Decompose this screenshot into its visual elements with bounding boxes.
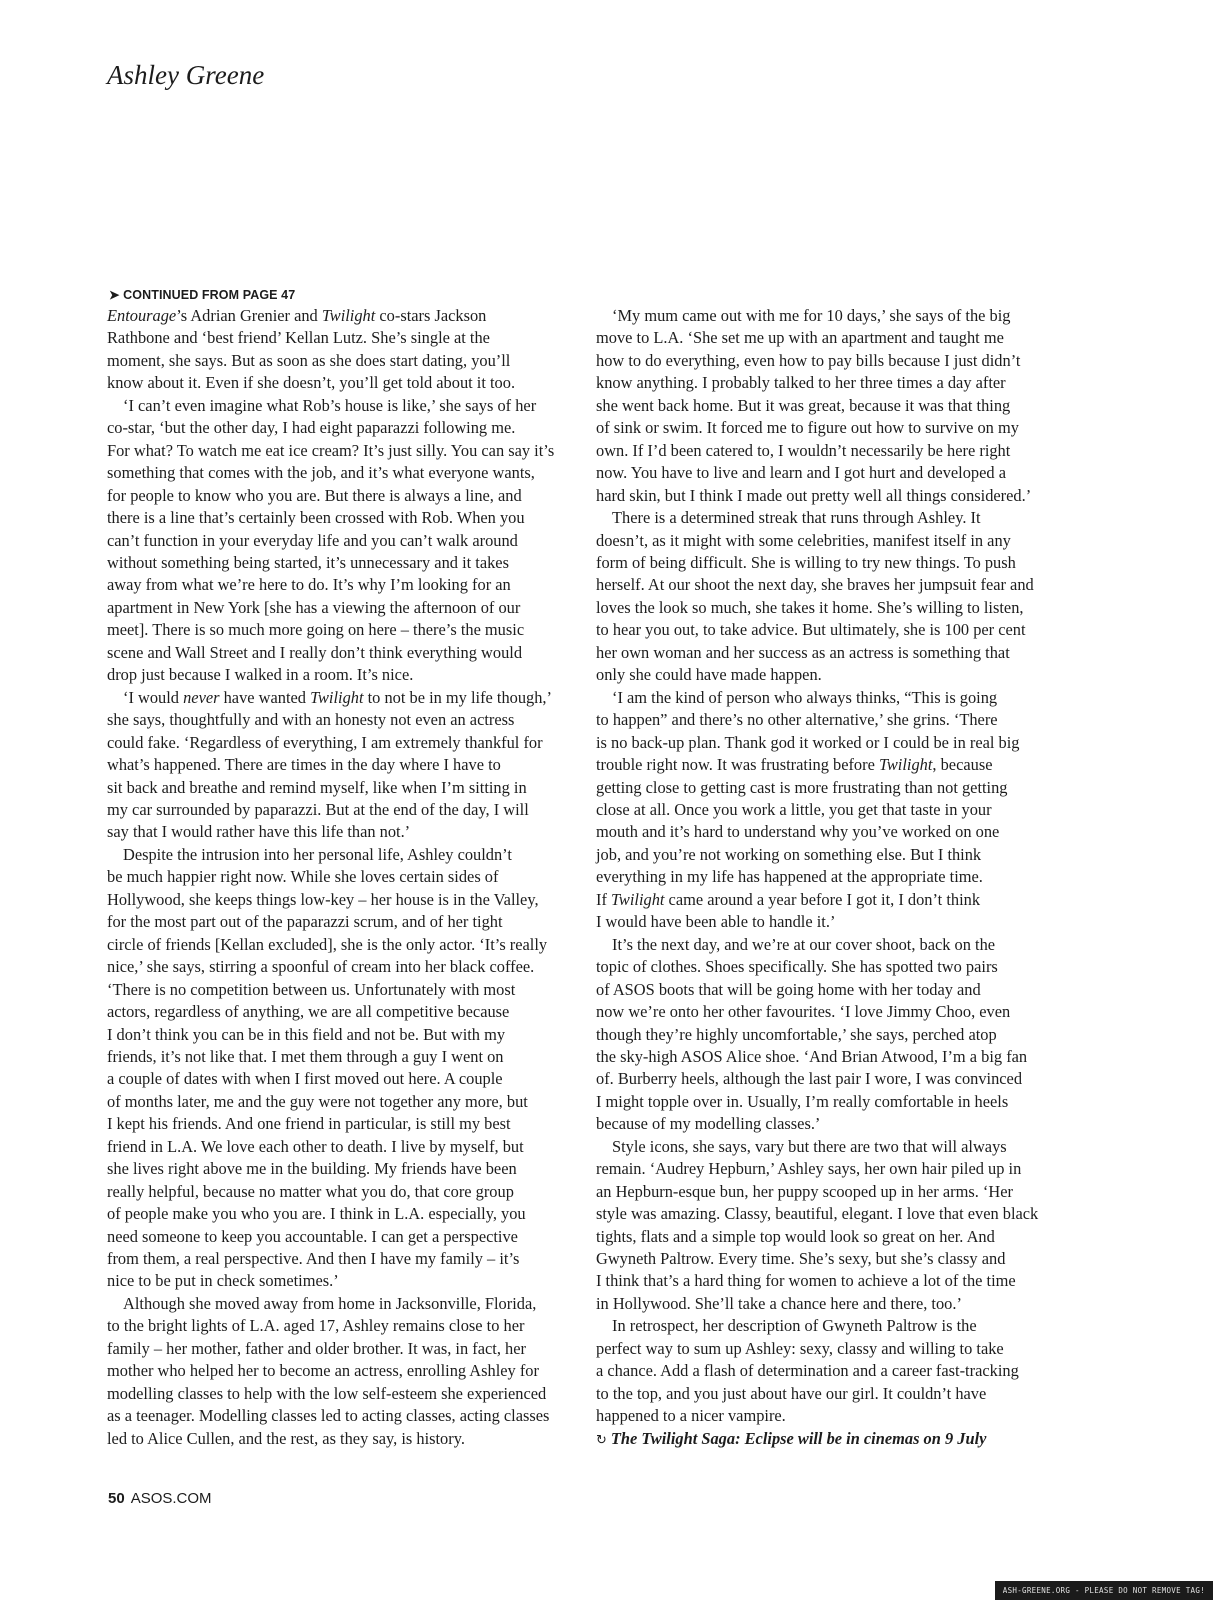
- article-line: apartment in New York [she has a viewing the afternoon of our: [107, 597, 521, 617]
- watermark-tag: ASH-GREENE.ORG - PLEASE DO NOT REMOVE TAG!: [995, 1581, 1213, 1600]
- article-line: a couple of dates with when I first moved out here. A couple: [107, 1069, 503, 1089]
- article-line: Entourage’s Adrian Grenier and Twilight co-stars Jackson: [107, 306, 487, 325]
- article-line: know about it. Even if she doesn’t, you’ll get told about it too.: [107, 373, 516, 393]
- article-line: I think that’s a hard thing for women to achieve a lot of the time: [596, 1271, 1016, 1291]
- article-line: doesn’t, as it might with some celebrities, manifest itself in any: [596, 530, 1011, 550]
- article-line: she says, thoughtfully and with an honesty not even an actress: [107, 710, 515, 730]
- article-line: for people to know who you are. But there is always a line, and: [107, 485, 522, 505]
- article-line: an Hepburn-esque bun, her puppy scooped up in her arms. ‘Her: [596, 1181, 1013, 1201]
- article-line: In retrospect, her description of Gwyneth Paltrow is the: [612, 1316, 977, 1336]
- article-line: be much happier right now. While she loves certain sides of: [107, 867, 499, 887]
- article-line: know anything. I probably talked to her three times a day after: [596, 373, 1006, 393]
- article-line: to the bright lights of L.A. aged 17, Ashley remains close to her: [107, 1316, 525, 1336]
- article-line: job, and you’re not working on something else. But I think: [596, 844, 982, 864]
- article-line: family – her mother, father and older brother. It was, in fact, her: [107, 1338, 526, 1358]
- article-line: only she could have made happen.: [596, 665, 822, 685]
- article-paragraph: [596, 1136, 1068, 1316]
- release-credit: [596, 1428, 1068, 1452]
- article-line: Gwyneth Paltrow. Every time. She’s sexy, but she’s classy and: [596, 1249, 1006, 1269]
- article-line: ‘I am the kind of person who always thinks, “This is going: [612, 687, 998, 707]
- article-line: she lives right above me in the building. My friends have been: [107, 1159, 517, 1179]
- article-line: style was amazing. Classy, beautiful, elegant. I love that even black: [596, 1204, 1039, 1224]
- article-line: now. You have to live and learn and I got hurt and developed a: [596, 463, 1006, 483]
- article-paragraph: [107, 395, 577, 687]
- article-line: everything in my life has happened at the appropriate time.: [596, 867, 983, 887]
- article-line: my car surrounded by paparazzi. But at the end of the day, I will: [107, 799, 529, 819]
- article-line: as a teenager. Modelling classes led to acting classes, acting classes: [107, 1406, 550, 1426]
- article-line: Style icons, she says, vary but there are two that will always: [612, 1136, 1007, 1156]
- refresh-arrow-icon: ↻: [596, 1432, 607, 1448]
- article-line: nice to be put in check sometimes.’: [107, 1271, 339, 1291]
- article-line: mother who helped her to become an actress, enrolling Ashley for: [107, 1361, 539, 1381]
- article-line: led to Alice Cullen, and the rest, as they say, is history.: [107, 1428, 465, 1448]
- article-paragraph: [107, 305, 577, 395]
- article-line: move to L.A. ‘She set me up with an apartment and taught me: [596, 328, 1004, 348]
- article-line: to hear you out, to take advice. But ultimately, she is 100 per cent: [596, 620, 1026, 640]
- article-line: ‘There is no competition between us. Unfortunately with most: [107, 979, 516, 999]
- article-line: need someone to keep you accountable. I can get a perspective: [107, 1226, 518, 1246]
- footer-site: ASOS.COM: [130, 1490, 212, 1507]
- article-line: because of my modelling classes.’: [596, 1114, 821, 1134]
- article-paragraph: [596, 934, 1068, 1136]
- article-line: her own woman and her success as an actress is something that: [596, 642, 1010, 662]
- article-line: to happen” and there’s no other alternative,’ she grins. ‘There: [596, 710, 998, 730]
- article-line: there is a line that’s certainly been crossed with Rob. When you: [107, 508, 525, 528]
- article-line: a chance. Add a flash of determination and a career fast-tracking: [596, 1361, 1019, 1381]
- article-line: how to do everything, even how to pay bills because I just didn’t: [596, 350, 1021, 370]
- article-line: happened to a nicer vampire.: [596, 1406, 786, 1426]
- article-line: circle of friends [Kellan excluded], she is the only actor. ‘It’s really: [107, 934, 548, 954]
- article-column-right: [596, 305, 1068, 1452]
- article-line: of sink or swim. It forced me to figure out how to survive on my: [596, 418, 1019, 438]
- article-line: actors, regardless of anything, we are all competitive because: [107, 1002, 510, 1022]
- article-line: I don’t think you can be in this field and not be. But with my: [107, 1024, 506, 1044]
- article-line: perfect way to sum up Ashley: sexy, classy and willing to take: [596, 1338, 1004, 1358]
- article-line: really helpful, because no matter what you do, that core group: [107, 1181, 514, 1201]
- article-line: I might topple over in. Usually, I’m really comfortable in heels: [596, 1091, 1009, 1111]
- article-line: sit back and breathe and remind myself, like when I’m sitting in: [107, 777, 527, 797]
- article-line: what’s happened. There are times in the day where I have to: [107, 755, 501, 775]
- article-line: If Twilight came around a year before I got it, I don’t think: [596, 889, 981, 909]
- article-line: away from what we’re here to do. It’s why I’m looking for an: [107, 575, 511, 595]
- article-line: without something being started, it’s unnecessary and it takes: [107, 552, 509, 572]
- article-line: friend in L.A. We love each other to death. I live by myself, but: [107, 1136, 524, 1156]
- article-line: modelling classes to help with the low self-esteem she experienced: [107, 1383, 547, 1403]
- article-line: I would have been able to handle it.’: [596, 912, 836, 932]
- article-line: Rathbone and ‘best friend’ Kellan Lutz. She’s single at the: [107, 328, 490, 348]
- article-line: the sky-high ASOS Alice shoe. ‘And Brian Atwood, I’m a big fan: [596, 1046, 1028, 1066]
- article-line: can’t function in your everyday life and you can’t walk around: [107, 530, 518, 550]
- article-line: though they’re highly uncomfortable,’ she says, perched atop: [596, 1024, 997, 1044]
- article-line: There is a determined streak that runs through Ashley. It: [612, 508, 981, 528]
- article-line: friends, it’s not like that. I met them through a guy I went on: [107, 1046, 504, 1066]
- article-line: It’s the next day, and we’re at our cover shoot, back on the: [612, 934, 996, 954]
- article-line: in Hollywood. She’ll take a chance here and there, too.’: [596, 1293, 962, 1313]
- article-line: close at all. Once you work a little, you get that taste in your: [596, 799, 992, 819]
- article-line: of. Burberry heels, although the last pair I wore, I was convinced: [596, 1069, 1023, 1089]
- article-paragraph: [107, 1293, 577, 1450]
- article-line: Although she moved away from home in Jacksonville, Florida,: [123, 1293, 537, 1313]
- article-line: could fake. ‘Regardless of everything, I am extremely thankful for: [107, 732, 543, 752]
- article-line: form of being difficult. She is willing to try new things. To push: [596, 552, 1016, 572]
- article-line: For what? To watch me eat ice cream? It’s just silly. You can say it’s: [107, 440, 555, 460]
- article-line: co-star, ‘but the other day, I had eight paparazzi following me.: [107, 418, 516, 438]
- article-line: loves the look so much, she takes it home. She’s willing to listen,: [596, 597, 1024, 617]
- article-line: say that I would rather have this life than not.’: [107, 822, 411, 842]
- article-line: ‘I can’t even imagine what Rob’s house is like,’ she says of her: [123, 395, 537, 415]
- article-line: for the most part out of the paparazzi scrum, and of her tight: [107, 912, 503, 932]
- article-line: herself. At our shoot the next day, she braves her jumpsuit fear and: [596, 575, 1034, 595]
- article-line: ‘I would never have wanted Twilight to not be in my life though,’: [123, 687, 552, 707]
- page-footer: [108, 1490, 212, 1507]
- release-credit-text: The Twilight Saga: Eclipse will be in cinemas on 9 July: [610, 1428, 987, 1448]
- article-line: hard skin, but I think I made out pretty well all things considered.’: [596, 485, 1032, 505]
- article-paragraph: [596, 507, 1068, 687]
- article-line: now we’re onto her other favourites. ‘I love Jimmy Choo, even: [596, 1002, 1011, 1022]
- article-header-name: Ashley Greene: [107, 60, 265, 90]
- article-paragraph: [107, 844, 577, 1293]
- article-line: moment, she says. But as soon as she does start dating, you’ll: [107, 350, 511, 370]
- article-line: something that comes with the job, and it’s what everyone wants,: [107, 463, 535, 483]
- article-line: to the top, and you just about have our girl. It couldn’t have: [596, 1383, 987, 1403]
- article-line: ‘My mum came out with me for 10 days,’ she says of the big: [612, 306, 1011, 325]
- article-line: mouth and it’s hard to understand why you’ve worked on one: [596, 822, 1000, 842]
- article-line: is no back-up plan. Thank god it worked or I could be in real big: [596, 732, 1020, 752]
- article-line: scene and Wall Street and I really don’t think everything would: [107, 642, 523, 662]
- article-line: tights, flats and a simple top would look so great on her. And: [596, 1226, 995, 1246]
- article-paragraph: [596, 687, 1068, 934]
- article-paragraph: [596, 305, 1068, 507]
- article-line: of people make you who you are. I think in L.A. especially, you: [107, 1204, 526, 1224]
- article-line: of ASOS boots that will be going home with her today and: [596, 979, 981, 999]
- article-line: getting close to getting cast is more frustrating than not getting: [596, 777, 1008, 797]
- article-paragraph: [107, 687, 577, 844]
- article-line: from them, a real perspective. And then I have my family – it’s: [107, 1249, 520, 1269]
- article-line: drop just because I walked in a room. It’s nice.: [107, 665, 414, 685]
- article-line: nice,’ she says, stirring a spoonful of cream into her black coffee.: [107, 957, 535, 977]
- article-line: Despite the intrusion into her personal life, Ashley couldn’t: [123, 844, 512, 864]
- article-line: of months later, me and the guy were not together any more, but: [107, 1091, 528, 1111]
- article-line: trouble right now. It was frustrating before Twilight, because: [596, 755, 993, 775]
- article-line: topic of clothes. Shoes specifically. She has spotted two pairs: [596, 957, 998, 977]
- article-line: meet]. There is so much more going on here – there’s the music: [107, 620, 525, 640]
- article-line: own. If I’d been catered to, I wouldn’t necessarily be here right: [596, 440, 1011, 460]
- article-line: Hollywood, she keeps things low-key – her house is in the Valley,: [107, 889, 539, 909]
- article-line: she went back home. But it was great, because it was that thing: [596, 395, 1011, 415]
- page-number: 50: [108, 1490, 125, 1507]
- article-line: I kept his friends. And one friend in particular, is still my best: [107, 1114, 511, 1134]
- article-paragraph: [596, 1315, 1068, 1427]
- continued-from-label: ➤ CONTINUED FROM PAGE 47: [109, 288, 296, 302]
- article-column-left: [107, 305, 577, 1450]
- article-line: remain. ‘Audrey Hepburn,’ Ashley says, her own hair piled up in: [596, 1159, 1022, 1179]
